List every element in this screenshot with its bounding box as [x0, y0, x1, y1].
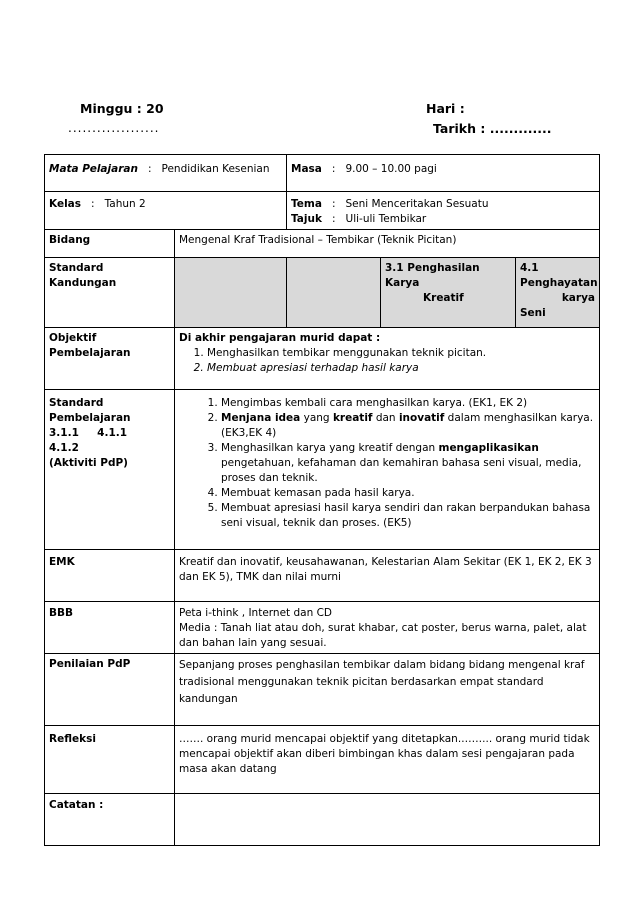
- aktiviti-item3-text-c: pengetahuan, kefahaman dan kemahiran bahasa seni visual, media, proses dan teknik.: [221, 457, 582, 484]
- aktiviti-item: 1. Mengimbas kembali cara menghasilkan karya. (EK1, EK 2): [221, 396, 595, 411]
- penilaian-value: Sepanjang proses penghasilan tembikar dalam bidang bidang mengenal kraf tradisional menggunakan teknik picitan berdasarkan empat standard kandungan: [175, 654, 600, 726]
- row-emk: [45, 550, 600, 602]
- objektif-label: [45, 328, 175, 390]
- mata-pelajaran-label: Mata Pelajaran: [49, 163, 138, 175]
- objektif-list: [179, 346, 595, 376]
- aktiviti-item2-text-b: yang: [300, 412, 333, 424]
- row-bbb: [45, 602, 600, 654]
- aktiviti-item: [221, 441, 595, 486]
- catatan-label: Catatan :: [45, 794, 175, 846]
- sk-item1-line3: Kreatif: [423, 292, 464, 304]
- row-kelas: [45, 192, 600, 230]
- aktiviti-item2-text-d: dan: [372, 412, 399, 424]
- masa-value: 9.00 – 10.00 pagi: [345, 163, 437, 175]
- bbb-content: [175, 602, 600, 654]
- cell-tema-tajuk: [287, 192, 600, 230]
- refleksi-value: ……. orang murid mencapai objektif yang ditetapkan.……... orang murid tidak mencapai objektif akan diberi bimbingan khas dalam sesi pengajaran pada masa akan datang: [175, 726, 600, 794]
- sp-label-line: Pembelajaran: [49, 412, 131, 424]
- penilaian-label: Penilaian PdP: [45, 654, 175, 726]
- standard-kandungan-label: Standard Kandungan: [45, 258, 175, 328]
- standard-pembelajaran-content: [175, 390, 600, 550]
- tema-value: Seni Menceritakan Sesuatu: [345, 198, 489, 210]
- sk-item1-code: 3.1 Penghasilan: [385, 262, 480, 274]
- sk-item1-line2: Karya: [385, 277, 420, 289]
- objektif-label-line2: Pembelajaran: [49, 347, 131, 359]
- tema-sep: :: [331, 198, 336, 210]
- sk-empty-cell-1: [175, 258, 287, 328]
- cell-mata-pelajaran: [45, 155, 287, 192]
- sk-item-penghasilan: [381, 258, 516, 328]
- bbb-line1: Peta i-think , Internet dan CD: [179, 607, 332, 619]
- mata-pelajaran-sep: :: [147, 163, 152, 175]
- sk-item-penghayatan: [516, 258, 600, 328]
- row-objektif: [45, 328, 600, 390]
- objektif-item: 1. Menghasilkan tembikar menggunakan teknik picitan.: [207, 346, 595, 361]
- sk-item2-line4: Seni: [520, 307, 546, 319]
- emk-value: Kreatif dan inovatif, keusahawanan, Kelestarian Alam Sekitar (EK 1, EK 2, EK 3 dan EK 5), TMK dan nilai murni: [175, 550, 600, 602]
- sp-label-line: Standard: [49, 397, 104, 409]
- bbb-label: BBB: [45, 602, 175, 654]
- aktiviti-list: [179, 396, 595, 531]
- objektif-label-line1: Objektif: [49, 332, 97, 344]
- objektif-intro: Di akhir pengajaran murid dapat :: [179, 332, 381, 344]
- aktiviti-item2-bold-e: inovatif: [398, 412, 445, 424]
- row-catatan: [45, 794, 600, 846]
- tarikh-label: Tarikh : .............: [433, 121, 552, 136]
- row-standard-pembelajaran: [45, 390, 600, 550]
- tajuk-line: [291, 212, 595, 227]
- minggu-label: Minggu : 20: [80, 101, 164, 116]
- cell-masa: [287, 155, 600, 192]
- sk-empty-cell-2: [287, 258, 381, 328]
- kelas-label: Kelas: [49, 198, 82, 210]
- aktiviti-item3-bold-b: mengaplikasikan: [438, 442, 539, 454]
- cell-kelas: [45, 192, 287, 230]
- sk-item2-line2: Penghayatan: [520, 277, 598, 289]
- sk-item2-code: 4.1: [520, 262, 539, 274]
- catatan-value: [175, 794, 600, 846]
- aktiviti-item: [221, 411, 595, 441]
- aktiviti-item: 4. Membuat kemasan pada hasil karya.: [221, 486, 595, 501]
- refleksi-label: Refleksi: [45, 726, 175, 794]
- minggu-line: ...................: [68, 121, 160, 135]
- aktiviti-item: 5. Membuat apresiasi hasil karya sendiri dan rakan berpandukan bahasa seni visual, teknik dan proses. (EK5): [221, 501, 595, 531]
- lesson-plan-table: [44, 154, 600, 846]
- sp-label-line: 3.1.1 4.1.1: [49, 427, 128, 439]
- masa-label: Masa: [291, 163, 322, 175]
- sk-item2-line3: karya: [561, 292, 596, 304]
- bidang-value: Mengenal Kraf Tradisional – Tembikar (Teknik Picitan): [175, 230, 600, 258]
- tema-line: [291, 197, 595, 212]
- sp-label-line: 4.1.2: [49, 442, 79, 454]
- row-refleksi: [45, 726, 600, 794]
- kelas-value: Tahun 2: [104, 198, 146, 210]
- masa-sep: :: [331, 163, 336, 175]
- bbb-line2: Media : Tanah liat atau doh, surat khabar, cat poster, berus warna, palet, alat dan bahan lain yang sesuai.: [179, 622, 587, 649]
- tema-label: Tema: [291, 198, 322, 210]
- row-bidang: [45, 230, 600, 258]
- row-penilaian: [45, 654, 600, 726]
- aktiviti-item2-bold-a: Menjana idea: [221, 412, 301, 424]
- tajuk-label: Tajuk: [291, 213, 322, 225]
- aktiviti-item2-text-f: dalam menghasilkan karya. (EK3,EK 4): [221, 412, 594, 439]
- row-mata-pelajaran: [45, 155, 600, 192]
- aktiviti-item2-bold-c: kreatif: [332, 412, 373, 424]
- bidang-label: Bidang: [45, 230, 175, 258]
- tajuk-value: Uli-uli Tembikar: [345, 213, 427, 225]
- mata-pelajaran-value: Pendidikan Kesenian: [161, 163, 270, 175]
- emk-label: EMK: [45, 550, 175, 602]
- sp-label-line: (Aktiviti PdP): [49, 457, 128, 469]
- objektif-content: [175, 328, 600, 390]
- objektif-item: 2. Membuat apresiasi terhadap hasil karya: [207, 361, 595, 376]
- hari-label: Hari :: [426, 101, 465, 116]
- tajuk-sep: :: [331, 213, 336, 225]
- standard-pembelajaran-label: [45, 390, 175, 550]
- aktiviti-item3-text-a: Menghasilkan karya yang kreatif dengan: [221, 442, 439, 454]
- row-standard-kandungan: [45, 258, 600, 328]
- kelas-sep: :: [91, 198, 95, 210]
